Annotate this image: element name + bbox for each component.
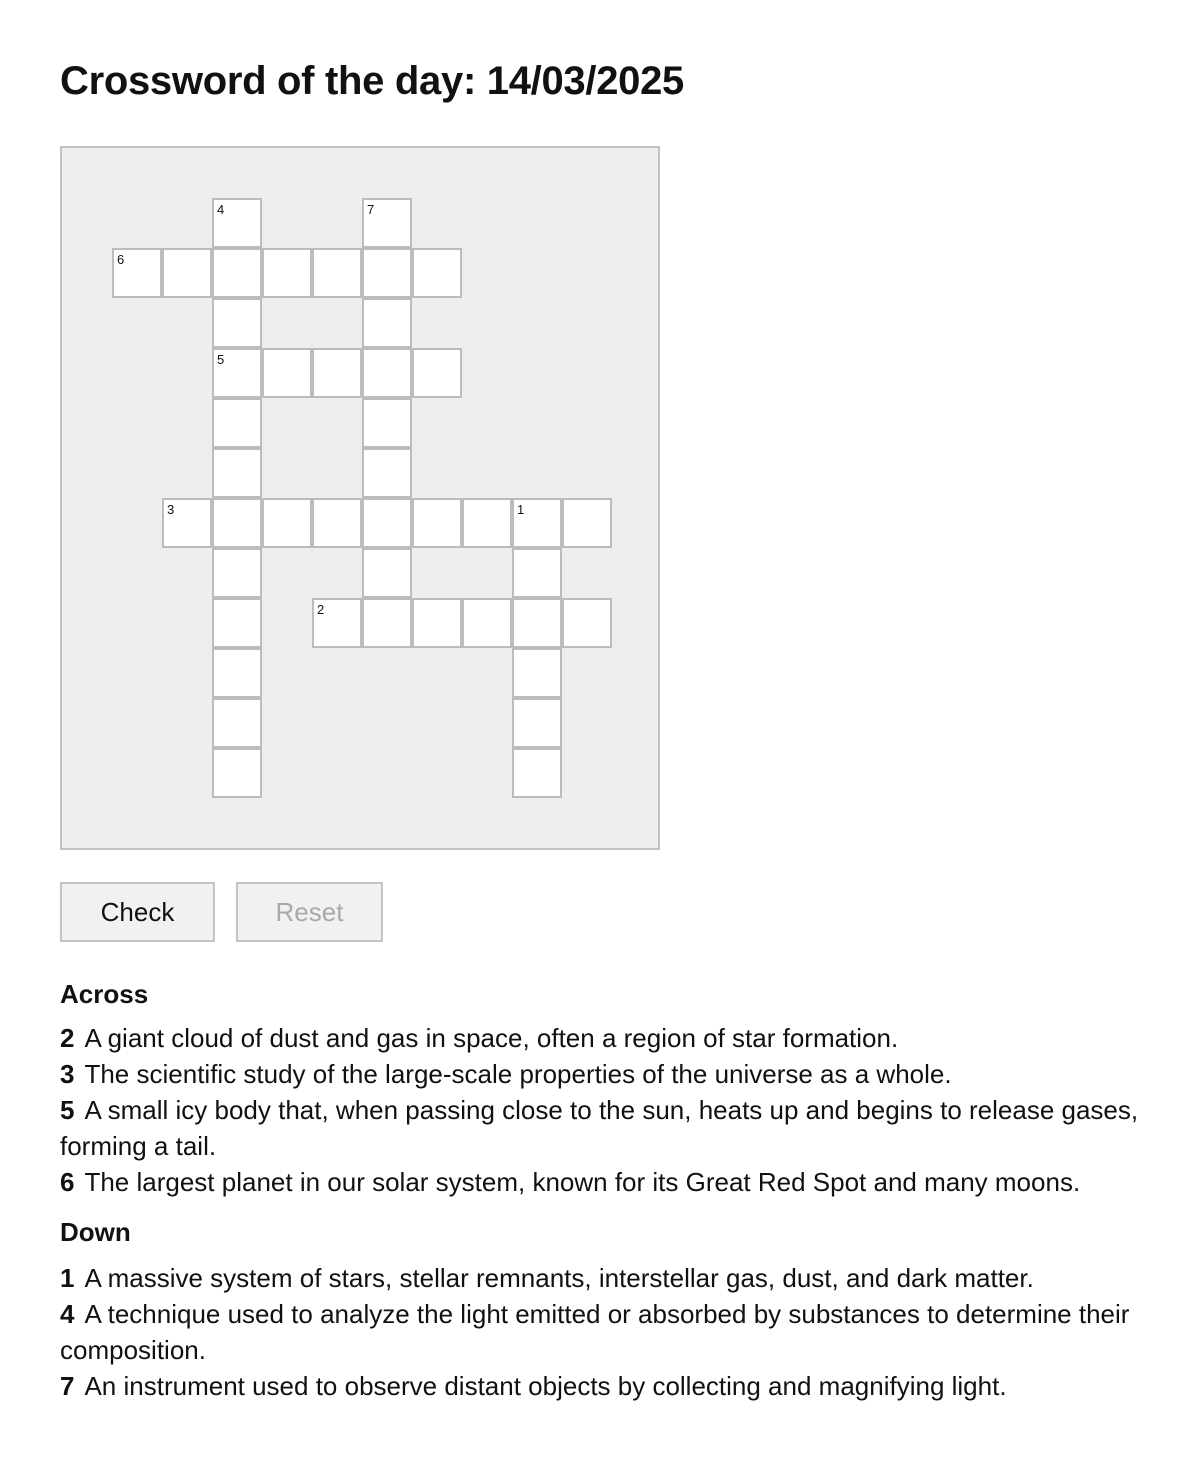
cell-number: 6: [117, 252, 125, 267]
cell-number: 2: [317, 602, 325, 617]
grid-cell[interactable]: [212, 198, 262, 248]
cell-number: 3: [167, 502, 175, 517]
cell-input[interactable]: [514, 650, 560, 696]
page-title: Crossword of the day: 14/03/2025: [60, 59, 684, 103]
clue-number: 1: [60, 1263, 75, 1293]
check-button[interactable]: Check: [60, 882, 215, 942]
cell-input[interactable]: [464, 600, 510, 646]
grid-cell[interactable]: [362, 448, 412, 498]
clue-text: An instrument used to observe distant objects by collecting and magnifying light.: [84, 1371, 1007, 1401]
grid-cell[interactable]: [212, 398, 262, 448]
cell-input[interactable]: [264, 250, 310, 296]
cell-input[interactable]: [114, 250, 160, 296]
cell-input[interactable]: [314, 250, 360, 296]
clue-number: 7: [60, 1371, 75, 1401]
grid-cell[interactable]: [212, 348, 262, 398]
grid-cell[interactable]: [562, 598, 612, 648]
cell-input[interactable]: [214, 500, 260, 546]
grid-cell[interactable]: [512, 748, 562, 798]
clue-item: [60, 1296, 1150, 1368]
grid-cell[interactable]: [512, 648, 562, 698]
cell-input[interactable]: [564, 600, 610, 646]
cell-input[interactable]: [364, 400, 410, 446]
cell-input[interactable]: [314, 350, 360, 396]
cell-input[interactable]: [164, 500, 210, 546]
cell-input[interactable]: [214, 450, 260, 496]
cell-input[interactable]: [214, 700, 260, 746]
cell-input[interactable]: [214, 300, 260, 346]
cell-input[interactable]: [164, 250, 210, 296]
cell-input[interactable]: [214, 400, 260, 446]
clue-item: [60, 1020, 1150, 1056]
grid-cell[interactable]: [362, 548, 412, 598]
grid-cell[interactable]: [312, 598, 362, 648]
cell-input[interactable]: [214, 200, 260, 246]
cell-input[interactable]: [364, 250, 410, 296]
cell-input[interactable]: [414, 250, 460, 296]
grid-cell[interactable]: [212, 448, 262, 498]
across-clue-list: [60, 1020, 1150, 1200]
down-clue-list: [60, 1260, 1150, 1404]
cell-input[interactable]: [414, 500, 460, 546]
grid-cell[interactable]: [562, 498, 612, 548]
cell-input[interactable]: [464, 500, 510, 546]
grid-cell[interactable]: [462, 598, 512, 648]
clue-item: [60, 1092, 1150, 1164]
grid-cell[interactable]: [362, 348, 412, 398]
clue-text: A small icy body that, when passing close to the sun, heats up and begins to release gases, forming a tail.: [60, 1095, 1139, 1161]
grid-cell[interactable]: [512, 498, 562, 548]
clues-section: [60, 976, 1150, 1404]
clue-text: A giant cloud of dust and gas in space, often a region of star formation.: [84, 1023, 899, 1053]
cell-input[interactable]: [364, 200, 410, 246]
grid-cell[interactable]: [262, 498, 312, 548]
grid-cell[interactable]: [462, 498, 512, 548]
cell-input[interactable]: [364, 450, 410, 496]
grid-cell[interactable]: [212, 648, 262, 698]
grid-cell[interactable]: [412, 498, 462, 548]
down-heading: Down: [60, 1217, 131, 1247]
grid-cell[interactable]: [212, 748, 262, 798]
cell-input[interactable]: [214, 650, 260, 696]
cell-number: 7: [367, 202, 375, 217]
grid-cell[interactable]: [162, 248, 212, 298]
clue-text: A massive system of stars, stellar remnants, interstellar gas, dust, and dark matter.: [84, 1263, 1034, 1293]
cell-input[interactable]: [514, 600, 560, 646]
grid-cell[interactable]: [212, 698, 262, 748]
crossword-grid: [60, 146, 660, 850]
grid-cell[interactable]: [362, 298, 412, 348]
clue-item: [60, 1260, 1150, 1296]
grid-cell[interactable]: [112, 248, 162, 298]
cell-input[interactable]: [564, 500, 610, 546]
clue-text: A technique used to analyze the light emitted or absorbed by substances to determine their composition.: [60, 1299, 1130, 1365]
cell-input[interactable]: [514, 550, 560, 596]
grid-cell[interactable]: [212, 598, 262, 648]
clue-number: 6: [60, 1167, 75, 1197]
grid-cell[interactable]: [412, 598, 462, 648]
cell-input[interactable]: [214, 750, 260, 796]
cell-input[interactable]: [514, 700, 560, 746]
grid-cell[interactable]: [162, 498, 212, 548]
grid-cell[interactable]: [262, 248, 312, 298]
grid-cell[interactable]: [362, 598, 412, 648]
reset-button[interactable]: Reset: [236, 882, 383, 942]
cell-input[interactable]: [364, 350, 410, 396]
cell-number: 1: [517, 502, 525, 517]
clue-item: [60, 1056, 1150, 1092]
grid-cell[interactable]: [512, 698, 562, 748]
cell-input[interactable]: [364, 500, 410, 546]
grid-cell[interactable]: [362, 398, 412, 448]
grid-cell[interactable]: [262, 348, 312, 398]
cell-input[interactable]: [414, 350, 460, 396]
grid-cell[interactable]: [212, 298, 262, 348]
cell-input[interactable]: [414, 600, 460, 646]
grid-cell[interactable]: [512, 598, 562, 648]
grid-cell[interactable]: [312, 348, 362, 398]
grid-cell[interactable]: [212, 248, 262, 298]
cell-input[interactable]: [364, 600, 410, 646]
grid-cell[interactable]: [512, 548, 562, 598]
clue-number: 4: [60, 1299, 75, 1329]
cell-input[interactable]: [314, 600, 360, 646]
cell-input[interactable]: [514, 500, 560, 546]
clue-number: 5: [60, 1095, 75, 1125]
clue-item: [60, 1368, 1150, 1404]
grid-cell[interactable]: [362, 198, 412, 248]
cell-number: 4: [217, 202, 225, 217]
grid-cell[interactable]: [212, 498, 262, 548]
cell-input[interactable]: [214, 600, 260, 646]
grid-cell[interactable]: [362, 248, 412, 298]
grid-cell[interactable]: [312, 248, 362, 298]
clue-text: The scientific study of the large-scale properties of the universe as a whole.: [84, 1059, 952, 1089]
grid-cell[interactable]: [412, 248, 462, 298]
cell-input[interactable]: [364, 300, 410, 346]
grid-cell[interactable]: [412, 348, 462, 398]
cell-input[interactable]: [364, 550, 410, 596]
cell-input[interactable]: [514, 750, 560, 796]
cell-input[interactable]: [214, 350, 260, 396]
across-heading: Across: [60, 979, 149, 1009]
clue-text: The largest planet in our solar system, known for its Great Red Spot and many moons.: [84, 1167, 1081, 1197]
cell-number: 5: [217, 352, 225, 367]
clue-number: 3: [60, 1059, 75, 1089]
cell-input[interactable]: [264, 500, 310, 546]
cell-input[interactable]: [214, 250, 260, 296]
cell-input[interactable]: [314, 500, 360, 546]
cell-input[interactable]: [214, 550, 260, 596]
grid-cell[interactable]: [212, 548, 262, 598]
clue-item: [60, 1164, 1150, 1200]
clue-number: 2: [60, 1023, 75, 1053]
grid-cell[interactable]: [312, 498, 362, 548]
grid-cell[interactable]: [362, 498, 412, 548]
cell-input[interactable]: [264, 350, 310, 396]
